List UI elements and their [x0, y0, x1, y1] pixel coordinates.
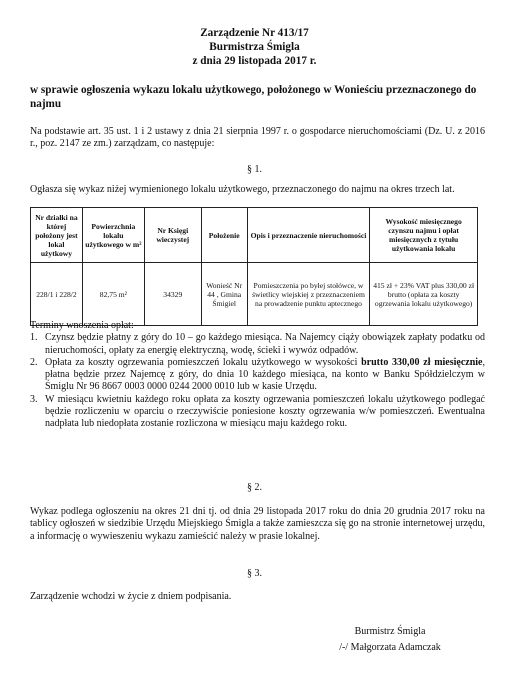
premises-table — [30, 207, 478, 326]
section-2-heading: § 2. — [247, 482, 262, 493]
cell-location: Wonieść Nr 44 , Gmina Śmigiel — [201, 263, 247, 326]
header-land-register: Nr Księgi wieczystej — [144, 208, 201, 263]
effective-date-paragraph: Zarządzenie wchodzi w życie z dniem podpisania. — [30, 591, 232, 602]
header-description: Opis i przeznaczenie nieruchomości — [247, 208, 370, 263]
issuer: Burmistrza Śmigla — [209, 41, 300, 53]
cell-rent: 415 zł + 23% VAT plus 330,00 zł brutto (opłata za koszty ogrzewania lokalu użytkowego) — [370, 263, 478, 326]
term-text-pre: Opłata za koszty ogrzewania pomieszczeń lokalu użytkowego w wysokości — [45, 356, 362, 368]
term-text-post: , płatna będzie przez Najemcę z góry, do dnia 10 każdego miesiąca, na konto w Banku Spółdzielczym w Śmiglu Nr 96 8667 0003 0000 0244 2000 0010 lub w kasie Urzędu. — [45, 356, 485, 393]
signature-title: Burmistrz Śmigla — [354, 626, 426, 637]
term-item-1 — [30, 332, 485, 357]
section-1-heading: § 1. — [247, 164, 262, 175]
legal-basis: Na podstawie art. 35 ust. 1 i 2 ustawy z dnia 21 sierpnia 1997 r. o gospodarce nieruchomościami (Dz. U. z 2016 r., poz. 2147 ze zm.) zarządzam, co następuje: — [30, 126, 485, 150]
order-number: Zarządzenie Nr 413/17 — [200, 27, 309, 39]
publication-paragraph: Wykaz podlega ogłoszeniu na okres 21 dni tj. od dnia 29 listopada 2017 roku do dnia 20 grudnia 2017 roku na tablicy ogłoszeń w siedzibie Urzędu Miejskiego Śmigla a także zamieszcza się go na stronie internetowej urzędu, a informację o wywieszeniu wykazu zamieścić należy w prasie lokalnej. — [30, 506, 485, 542]
signature-name: /-/ Małgorzata Adamczak — [339, 642, 441, 653]
heating-fee-amount: brutto 330,00 zł miesięcznie — [361, 356, 483, 368]
header-area: Powierzchnia lokalu użytkowego w m² — [82, 208, 144, 263]
terms-title: Terminy wnoszenia opłat: — [30, 320, 134, 331]
header-rent: Wysokość miesięcznego czynszu najmu i opłat miesięcznych z tytułu użytkowania lokalu — [370, 208, 478, 263]
term-item-3 — [30, 394, 485, 431]
header-plot-number: Nr działki na której położony jest lokal użytkowy — [31, 208, 83, 263]
section-3-heading: § 3. — [247, 568, 262, 579]
cell-land-register: 34329 — [144, 263, 201, 326]
intro-paragraph: Ogłasza się wykaz niżej wymienionego lokalu użytkowego, przeznaczonego do najmu na okres trzech lat. — [30, 184, 455, 195]
term-text: Czynsz będzie płatny z góry do 10 – go każdego miesiąca. Na Najemcy ciąży obowiązek zapłaty podatku od nieruchomości, opłaty za energię elektryczną, wodę, ścieki i wywóz odpadów. — [45, 332, 485, 356]
cell-area: 82,75 m² — [82, 263, 144, 326]
order-date: z dnia 29 listopada 2017 r. — [192, 55, 317, 67]
payment-terms — [30, 320, 485, 431]
term-item-2 — [30, 357, 485, 394]
cell-description: Pomieszczenia po byłej stołówce, w świetlicy wiejskiej z przeznaczeniem na prowadzenie punktu aptecznego — [247, 263, 370, 326]
term-number: 3. — [30, 393, 38, 405]
table-header-row — [31, 208, 478, 263]
term-number: 1. — [30, 332, 38, 344]
header-location: Położenie — [201, 208, 247, 263]
table-row — [31, 263, 478, 326]
term-text: W miesiącu kwietniu każdego roku opłata za koszty ogrzewania pomieszczeń lokalu użytkowego podlegać będzie rozliczeniu w oparciu o rzeczywiście poniesione koszty ogrzewania w/w pomieszczeń. Ewentualna nadpłata lub niedopłata zostanie rozliczona w miesiącu maju każdego roku. — [45, 393, 485, 430]
term-number: 2. — [30, 356, 38, 368]
cell-plot-number: 228/1 i 228/2 — [31, 263, 83, 326]
subject: w sprawie ogłoszenia wykazu lokalu użytkowego, położonego w Wonieściu przeznaczonego do najmu — [30, 84, 477, 110]
